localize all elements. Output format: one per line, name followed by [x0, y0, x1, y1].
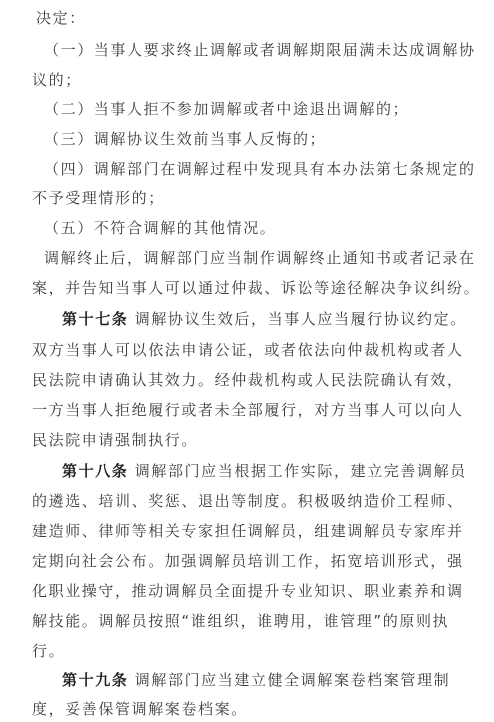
article-text: 调解部门应当建立健全调解案卷档案管理制	[134, 671, 451, 689]
text-line: 民法院申请确认其效力。经仲裁机构或人民法院确认有效，	[32, 371, 464, 389]
text-line: 决定：	[36, 9, 86, 27]
text-line: 建造师、律师等相关专家担任调解员，组建调解员专家库并	[32, 522, 464, 540]
text-line: 民法院申请强制执行。	[32, 431, 199, 449]
text-line: 的遴选、培训、奖惩、退出等制度。积极吸纳造价工程师、	[32, 492, 464, 510]
article-line	[62, 309, 467, 329]
text-line: 解技能。调解员按照“谁组织，谁聘用，谁管理”的原则执	[32, 612, 450, 630]
text-line: 议的；	[32, 71, 82, 89]
article-heading: 第十七条	[62, 310, 129, 328]
text-line: （四）调解部门在调解过程中发现具有本办法第七条规定的	[44, 160, 476, 178]
article-text: 调解协议生效后，当事人应当履行协议约定。	[134, 310, 467, 328]
text-line: 调解终止后，调解部门应当制作调解终止通知书或者记录在	[44, 249, 476, 267]
text-line: （五）不符合调解的其他情况。	[44, 219, 277, 237]
text-line: 双方当事人可以依法申请公证，或者依法向仲裁机构或者人	[32, 341, 464, 359]
text-line: （三）调解协议生效前当事人反悔的；	[44, 130, 327, 148]
article-text: 调解部门应当根据工作实际，建立完善调解员	[134, 462, 467, 480]
article-heading: 第十九条	[62, 671, 129, 689]
article-line	[62, 670, 450, 690]
text-line: 不予受理情形的；	[32, 189, 165, 207]
article-heading: 第十八条	[62, 462, 129, 480]
text-line: 行。	[32, 642, 66, 660]
text-line: （一）当事人要求终止调解或者调解期限届满未达成调解协	[44, 41, 476, 59]
text-line: 定期向社会公布。加强调解员培训工作，拓宽培训形式，强	[32, 552, 464, 570]
text-line: 案，并告知当事人可以通过仲裁、诉讼等途径解决争议纠纷。	[32, 279, 481, 297]
text-line: 化职业操守，推动调解员全面提升专业知识、职业素养和调	[32, 582, 464, 600]
text-line: 一方当事人拒绝履行或者未全部履行，对方当事人可以向人	[32, 401, 464, 419]
article-line	[62, 461, 467, 481]
text-line: （二）当事人拒不参加调解或者中途退出调解的；	[44, 100, 410, 118]
text-line: 度，妥善保管调解案卷档案。	[32, 700, 248, 718]
